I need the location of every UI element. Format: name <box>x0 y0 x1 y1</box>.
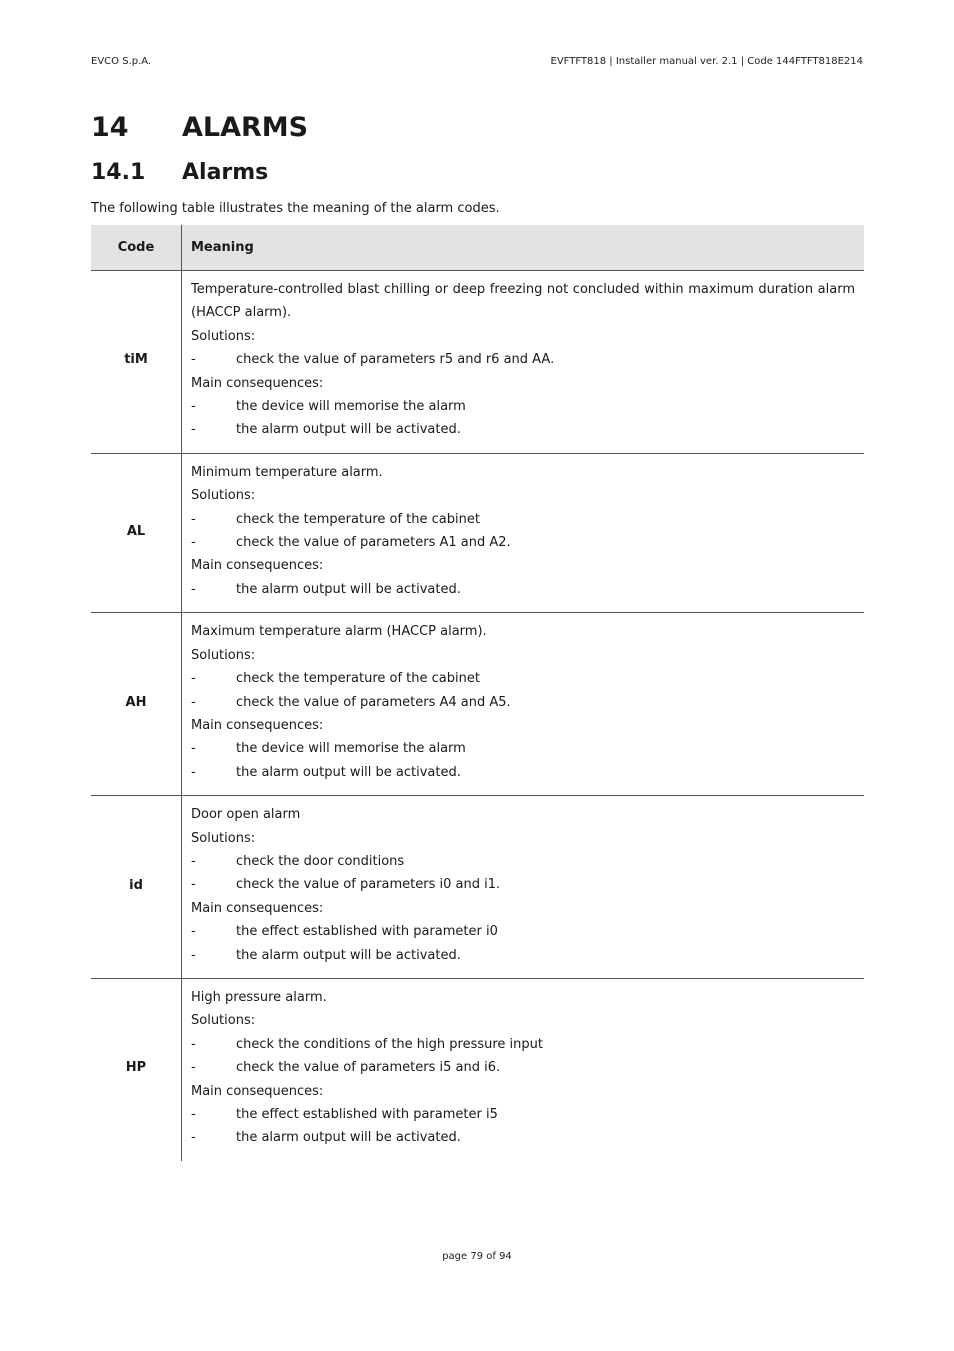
bullet-text: the alarm output will be activated. <box>236 764 461 780</box>
bullet-text: the device will memorise the alarm <box>236 399 466 415</box>
bullet-dash: - <box>191 1130 196 1146</box>
solution-item <box>191 1056 855 1079</box>
solution-item <box>191 1033 855 1056</box>
consequence-item <box>191 418 855 441</box>
column-header-meaning: Meaning <box>182 225 865 271</box>
solution-item <box>191 667 855 690</box>
solutions-label: Solutions: <box>191 1013 256 1029</box>
bullet-text: the effect established with parameter i5 <box>236 1107 498 1122</box>
chapter-heading <box>91 112 308 143</box>
section-number: 14.1 <box>91 160 146 185</box>
section-heading <box>91 160 268 185</box>
alarm-table <box>91 225 864 1161</box>
consequences-label: Main consequences: <box>191 1083 324 1099</box>
bullet-dash: - <box>191 511 196 527</box>
alarm-meaning <box>182 796 865 979</box>
bullet-text: the alarm output will be activated. <box>236 947 461 963</box>
bullet-dash: - <box>191 924 196 940</box>
bullet-text: check the value of parameters i5 and i6. <box>236 1060 501 1076</box>
alarm-code: HP <box>91 978 182 1160</box>
solution-item <box>191 348 855 371</box>
table-row <box>91 796 864 979</box>
chapter-number: 14 <box>91 112 129 143</box>
consequence-item <box>191 578 855 601</box>
bullet-text: check the door conditions <box>236 853 405 869</box>
intro-text: The following table illustrates the meaning of the alarm codes. <box>91 201 500 216</box>
consequence-item <box>191 944 855 967</box>
bullet-text: the alarm output will be activated. <box>236 422 461 438</box>
solution-item <box>191 508 855 531</box>
bullet-dash: - <box>191 399 196 415</box>
alarm-description: High pressure alarm. <box>191 989 327 1005</box>
consequences-label: Main consequences: <box>191 558 324 574</box>
bullet-dash: - <box>191 581 196 597</box>
bullet-text: check the value of parameters A4 and A5. <box>236 694 511 710</box>
alarm-meaning <box>182 978 865 1160</box>
bullet-text: check the value of parameters A1 and A2. <box>236 535 511 551</box>
bullet-dash: - <box>191 352 196 368</box>
consequence-item <box>191 920 855 943</box>
bullet-dash: - <box>191 1036 196 1052</box>
alarm-meaning <box>182 453 865 612</box>
consequence-item <box>191 1103 855 1126</box>
consequences-label: Main consequences: <box>191 375 324 391</box>
bullet-dash: - <box>191 422 196 438</box>
bullet-text: check the conditions of the high pressure input <box>236 1036 543 1052</box>
alarm-table-body <box>91 271 864 1161</box>
consequences-label: Main consequences: <box>191 900 324 916</box>
solution-item <box>191 691 855 714</box>
bullet-dash: - <box>191 877 196 893</box>
section-title: Alarms <box>182 160 269 185</box>
page-number: page 79 of 94 <box>442 1251 512 1262</box>
alarm-code: id <box>91 796 182 979</box>
solutions-label: Solutions: <box>191 328 256 344</box>
consequence-item <box>191 761 855 784</box>
solutions-label: Solutions: <box>191 647 256 663</box>
alarm-code: AH <box>91 613 182 796</box>
bullet-dash: - <box>191 671 196 687</box>
bullet-dash: - <box>191 764 196 780</box>
consequence-item <box>191 1126 855 1149</box>
bullet-dash: - <box>191 535 196 551</box>
bullet-text: the alarm output will be activated. <box>236 1130 461 1146</box>
bullet-dash: - <box>191 947 196 963</box>
bullet-dash: - <box>191 1107 196 1122</box>
solution-item <box>191 873 855 896</box>
solutions-label: Solutions: <box>191 488 256 504</box>
header-doc-info: EVFTFT818 | Installer manual ver. 2.1 | Code 144FTFT818E214 <box>550 56 863 67</box>
consequence-item <box>191 737 855 760</box>
table-row <box>91 453 864 612</box>
table-row <box>91 613 864 796</box>
bullet-text: check the value of parameters r5 and r6 and AA. <box>236 352 555 368</box>
bullet-dash: - <box>191 853 196 869</box>
alarm-description: Minimum temperature alarm. <box>191 464 383 480</box>
table-row <box>91 978 864 1160</box>
bullet-dash: - <box>191 694 196 710</box>
solutions-label: Solutions: <box>191 830 256 846</box>
bullet-dash: - <box>191 741 196 757</box>
alarm-description: Temperature-controlled blast chilling or deep freezing not concluded within maximum duration alarm (HACCP alarm). <box>191 282 855 321</box>
bullet-text: the alarm output will be activated. <box>236 581 461 597</box>
alarm-meaning <box>182 271 865 454</box>
chapter-title: ALARMS <box>182 112 309 143</box>
alarm-description: Maximum temperature alarm (HACCP alarm). <box>191 624 487 640</box>
alarm-meaning <box>182 613 865 796</box>
solution-item <box>191 531 855 554</box>
consequences-label: Main consequences: <box>191 717 324 733</box>
bullet-text: the effect established with parameter i0 <box>236 924 498 940</box>
bullet-dash: - <box>191 1060 196 1076</box>
header-company: EVCO S.p.A. <box>91 56 152 67</box>
bullet-text: check the temperature of the cabinet <box>236 671 480 687</box>
table-row <box>91 271 864 454</box>
solution-item <box>191 850 855 873</box>
consequence-item <box>191 395 855 418</box>
bullet-text: check the temperature of the cabinet <box>236 511 480 527</box>
table-header-row <box>91 225 864 271</box>
bullet-text: the device will memorise the alarm <box>236 741 466 757</box>
bullet-text: check the value of parameters i0 and i1. <box>236 877 501 893</box>
alarm-description: Door open alarm <box>191 807 301 823</box>
column-header-code: Code <box>91 225 182 271</box>
alarm-code: tiM <box>91 271 182 454</box>
alarm-code: AL <box>91 453 182 612</box>
